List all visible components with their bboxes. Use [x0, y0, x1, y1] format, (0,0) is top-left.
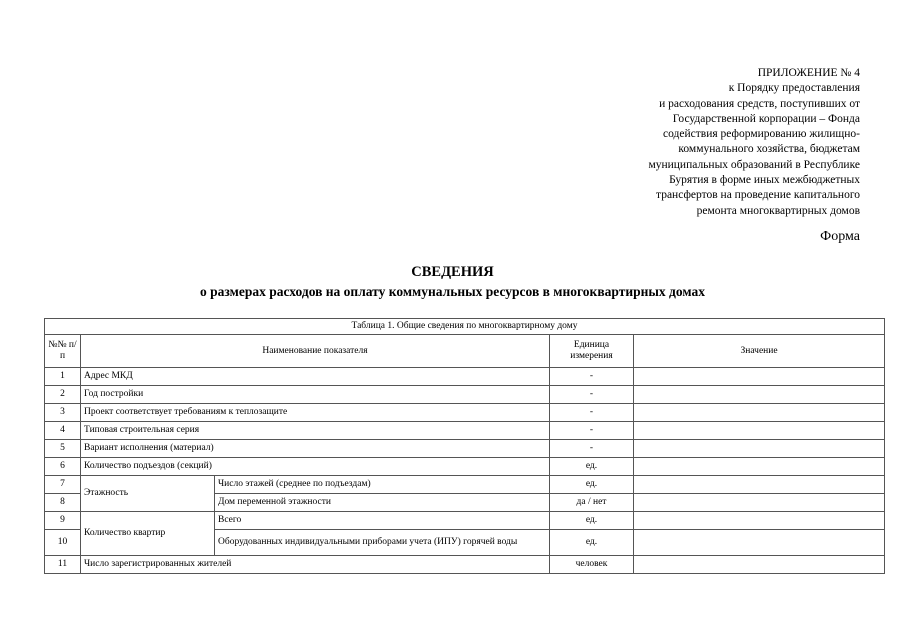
row-unit: - — [550, 368, 634, 386]
row-num: 4 — [45, 422, 81, 440]
row-unit: - — [550, 440, 634, 458]
row-group-apartments: Количество квартир — [81, 512, 215, 556]
row-value-cell[interactable] — [634, 530, 885, 556]
table-row — [45, 458, 885, 476]
row-value-cell[interactable] — [634, 368, 885, 386]
appendix-line: содействия реформированию жилищно- — [663, 128, 860, 141]
row-value-cell[interactable] — [634, 386, 885, 404]
row-value-cell[interactable] — [634, 476, 885, 494]
row-name: Год постройки — [81, 386, 550, 404]
document-title: СВЕДЕНИЯ — [411, 264, 494, 280]
header-value: Значение — [634, 335, 885, 368]
row-name: Количество подъездов (секций) — [81, 458, 550, 476]
table-row — [45, 368, 885, 386]
appendix-line: к Порядку предоставления — [728, 82, 860, 95]
table-row — [45, 422, 885, 440]
row-name: Число зарегистрированных жителей — [81, 556, 550, 574]
row-value-cell[interactable] — [634, 458, 885, 476]
table-caption: Таблица 1. Общие сведения по многоквартирному дому — [45, 319, 885, 335]
row-unit: да / нет — [550, 494, 634, 512]
table-row — [45, 476, 885, 494]
appendix-line: Государственной корпорации – Фонда — [672, 112, 860, 125]
row-num: 5 — [45, 440, 81, 458]
row-name: Адрес МКД — [81, 368, 550, 386]
appendix-line: Бурятия в форме иных межбюджетных — [669, 174, 860, 187]
row-unit: ед. — [550, 458, 634, 476]
table-row — [45, 440, 885, 458]
row-name: Оборудованных индивидуальными приборами учета (ИПУ) горячей воды — [215, 530, 550, 556]
header-num: №№ п/п — [45, 335, 81, 368]
appendix-line: ремонта многоквартирных домов — [696, 204, 860, 217]
row-num: 10 — [45, 530, 81, 556]
general-info-table — [44, 318, 885, 574]
row-num: 6 — [45, 458, 81, 476]
row-group-floors: Этажность — [81, 476, 215, 512]
appendix-line: муниципальных образований в Республике — [648, 158, 860, 171]
appendix-line: и расходования средств, поступивших от — [659, 97, 860, 110]
row-unit: - — [550, 404, 634, 422]
row-num: 11 — [45, 556, 81, 574]
row-value-cell[interactable] — [634, 512, 885, 530]
form-label: Форма — [820, 229, 860, 244]
row-value-cell[interactable] — [634, 440, 885, 458]
table-row — [45, 512, 885, 530]
table-row — [45, 386, 885, 404]
row-value-cell[interactable] — [634, 494, 885, 512]
row-num: 8 — [45, 494, 81, 512]
appendix-block — [560, 66, 860, 219]
row-unit: ед. — [550, 476, 634, 494]
row-name: Проект соответствует требованиям к теплозащите — [81, 404, 550, 422]
row-num: 2 — [45, 386, 81, 404]
row-num: 7 — [45, 476, 81, 494]
appendix-line: коммунального хозяйства, бюджетам — [678, 143, 860, 156]
row-name: Типовая строительная серия — [81, 422, 550, 440]
row-unit: - — [550, 422, 634, 440]
row-unit: - — [550, 386, 634, 404]
table-row — [45, 404, 885, 422]
header-unit: Единица измерения — [550, 335, 634, 368]
header-name: Наименование показателя — [81, 335, 550, 368]
row-num: 1 — [45, 368, 81, 386]
row-unit: человек — [550, 556, 634, 574]
row-num: 9 — [45, 512, 81, 530]
table-row — [45, 556, 885, 574]
row-name: Всего — [215, 512, 550, 530]
row-value-cell[interactable] — [634, 422, 885, 440]
appendix-line: трансфертов на проведение капитального — [656, 189, 860, 202]
appendix-line: ПРИЛОЖЕНИЕ № 4 — [757, 67, 860, 79]
row-value-cell[interactable] — [634, 556, 885, 574]
row-unit: ед. — [550, 512, 634, 530]
row-name: Вариант исполнения (материал) — [81, 440, 550, 458]
row-name: Дом переменной этажности — [215, 494, 550, 512]
document-subtitle: о размерах расходов на оплату коммунальных ресурсов в многоквартирных домах — [200, 284, 705, 299]
row-unit: ед. — [550, 530, 634, 556]
row-value-cell[interactable] — [634, 404, 885, 422]
row-num: 3 — [45, 404, 81, 422]
row-name: Число этажей (среднее по подъездам) — [215, 476, 550, 494]
